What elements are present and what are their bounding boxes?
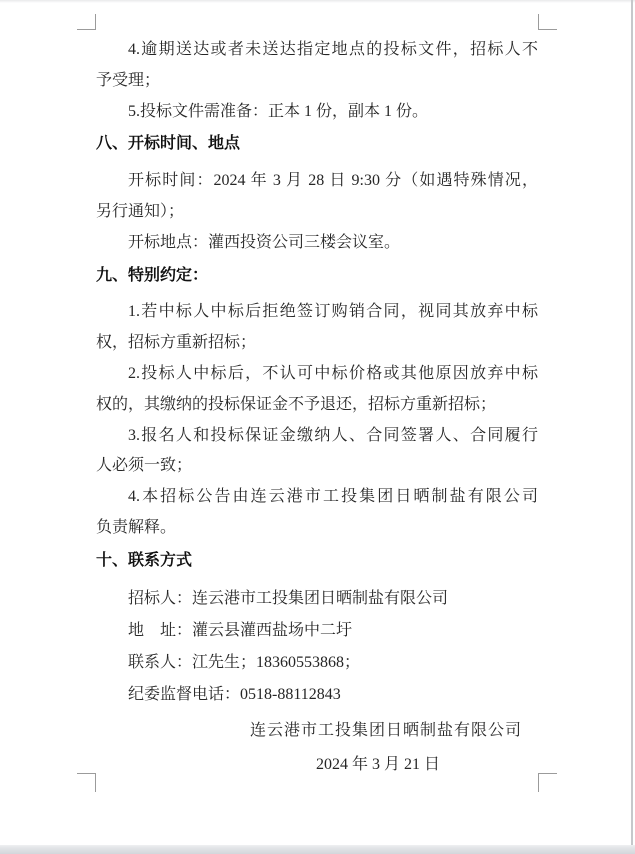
clause-5: 5.投标文件需准备：正本 1 份，副本 1 份。 — [128, 102, 429, 120]
crop-mark-top-right — [538, 14, 557, 30]
contact-person: 联系人：江先生；18360553868； — [128, 653, 361, 671]
crop-mark-bottom-left — [77, 773, 96, 792]
signature-company: 连云港市工投集团日晒制盐有限公司 — [249, 721, 522, 739]
section-heading-8: 八、开标时间、地点 — [96, 135, 241, 153]
page-right-edge — [631, 0, 633, 846]
clause-4-line-2: 予受理； — [96, 71, 161, 89]
special-1-line-1: 1.若中标人中标后拒绝签订购销合同，视同其放弃中标 — [128, 303, 538, 321]
section-heading-10: 十、联系方式 — [96, 551, 193, 569]
crop-mark-top-left — [77, 14, 96, 30]
document-body — [96, 35, 538, 781]
special-1-line-2: 权，招标方重新招标； — [96, 334, 257, 352]
special-3-line-2: 人必须一致； — [96, 457, 193, 475]
signature-date: 2024 年 3 月 21 日 — [315, 755, 440, 773]
contact-address: 地 址：灌云县灌西盐场中二圩 — [128, 621, 353, 639]
open-time-line-2: 另行通知）； — [96, 202, 185, 220]
page-top-edge — [0, 0, 635, 3]
contact-tenderer: 招标人：连云港市工投集团日晒制盐有限公司 — [128, 589, 449, 607]
clause-4-line-1: 4.逾期送达或者未送达指定地点的投标文件，招标人不 — [128, 41, 538, 58]
special-4-line-2: 负责解释。 — [96, 518, 177, 536]
section-heading-9: 九、特别约定： — [96, 266, 209, 284]
page-bottom-band — [0, 845, 635, 854]
crop-mark-bottom-right — [538, 773, 557, 792]
special-2-line-1: 2.投标人中标后，不认可中标价格或其他原因放弃中标 — [128, 364, 538, 382]
special-3-line-1: 3.报名人和投标保证金缴纳人、合同签署人、合同履行 — [128, 426, 538, 444]
contact-supervision-phone: 纪委监督电话：0518-88112843 — [128, 685, 341, 703]
special-4-line-1: 4.本招标公告由连云港市工投集团日晒制盐有限公司 — [128, 488, 538, 506]
open-location: 开标地点：灌西投资公司三楼会议室。 — [128, 233, 401, 251]
special-2-line-2: 权的，其缴纳的投标保证金不予退还，招标方重新招标； — [96, 395, 497, 413]
open-time-line-1: 开标时间：2024 年 3 月 28 日 9:30 分（如遇特殊情况， — [128, 172, 538, 190]
